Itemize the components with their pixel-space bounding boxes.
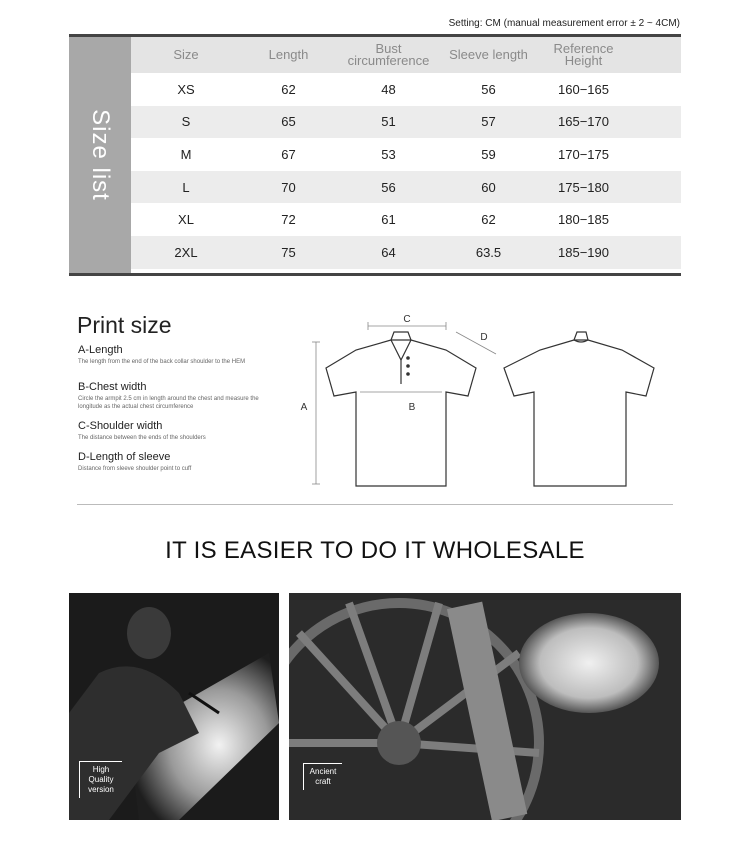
cell-size: XS bbox=[177, 81, 195, 97]
high-quality-badge: High Quality version bbox=[79, 761, 122, 798]
table-row bbox=[131, 73, 681, 106]
size-grid bbox=[131, 37, 681, 273]
cell-bust: 56 bbox=[381, 179, 396, 195]
header-sleeve-length: Sleeve length bbox=[449, 47, 528, 62]
label-d: D bbox=[480, 332, 488, 343]
table-row bbox=[131, 106, 681, 139]
shirt-measurement-diagram bbox=[296, 304, 696, 494]
cell-length: 62 bbox=[281, 81, 296, 97]
table-header-row bbox=[131, 37, 681, 73]
table-row bbox=[131, 171, 681, 204]
cell-height: 175−180 bbox=[558, 179, 609, 195]
front-shirt-icon bbox=[326, 332, 476, 486]
divider bbox=[77, 504, 673, 505]
cell-length: 72 bbox=[281, 212, 296, 228]
cell-height: 160−165 bbox=[558, 81, 609, 97]
cell-length: 70 bbox=[281, 179, 296, 195]
table-row bbox=[131, 236, 681, 269]
cell-bust: 53 bbox=[381, 146, 396, 162]
cell-sleeve: 56 bbox=[481, 81, 496, 97]
cell-length: 67 bbox=[281, 146, 296, 162]
header-reference-height: Reference Height bbox=[553, 41, 614, 68]
ancient-craft-badge: Ancient craft bbox=[303, 763, 342, 790]
header-size: Size bbox=[173, 47, 199, 62]
cell-bust: 61 bbox=[381, 212, 396, 228]
size-list-side-label: Size list bbox=[69, 37, 131, 273]
label-a: A bbox=[300, 402, 308, 413]
cell-sleeve: 60 bbox=[481, 179, 496, 195]
wholesale-headline: IT IS EASIER TO DO IT WHOLESALE bbox=[165, 537, 585, 564]
dimension-c: C-Shoulder width The distance between the ends of the shoulders bbox=[78, 420, 206, 441]
cell-size: M bbox=[180, 146, 192, 162]
cell-height: 165−170 bbox=[558, 114, 609, 130]
cell-sleeve: 57 bbox=[481, 114, 496, 130]
cell-height: 180−185 bbox=[558, 212, 609, 228]
cell-height: 185−190 bbox=[558, 244, 609, 260]
header-bust: Bust circumference bbox=[347, 41, 430, 68]
dimension-d: D-Length of sleeve Distance from sleeve shoulder point to cuff bbox=[78, 451, 192, 472]
size-table bbox=[69, 34, 681, 276]
cell-size: 2XL bbox=[174, 244, 198, 260]
dimension-b: B-Chest width Circle the armpit 2.5 cm in length around the chest and measure the longitude as the actual chest circumference bbox=[78, 381, 259, 410]
cell-sleeve: 63.5 bbox=[475, 244, 502, 260]
craft-photo bbox=[289, 593, 681, 820]
cell-bust: 64 bbox=[381, 244, 396, 260]
cell-bust: 51 bbox=[381, 114, 396, 130]
label-b: B bbox=[408, 402, 416, 413]
cell-size: L bbox=[182, 179, 190, 195]
cell-sleeve: 59 bbox=[481, 146, 496, 162]
table-row bbox=[131, 203, 681, 236]
print-size-title: Print size bbox=[77, 312, 172, 338]
cell-sleeve: 62 bbox=[481, 212, 496, 228]
cell-length: 75 bbox=[281, 244, 296, 260]
back-shirt-icon bbox=[504, 332, 654, 486]
dimension-a: A-Length The length from the end of the back collar shoulder to the HEM bbox=[78, 344, 246, 365]
cell-height: 170−175 bbox=[558, 146, 609, 162]
measurement-setting-note: Setting: CM (manual measurement error ± 2 ~ 4CM) bbox=[448, 18, 680, 29]
label-c: C bbox=[403, 314, 411, 325]
cell-size: S bbox=[181, 114, 191, 130]
cell-bust: 48 bbox=[381, 81, 396, 97]
designer-photo bbox=[69, 593, 279, 820]
header-length: Length bbox=[268, 47, 309, 62]
cell-size: XL bbox=[178, 212, 194, 228]
table-row bbox=[131, 138, 681, 171]
cell-length: 65 bbox=[281, 114, 296, 130]
